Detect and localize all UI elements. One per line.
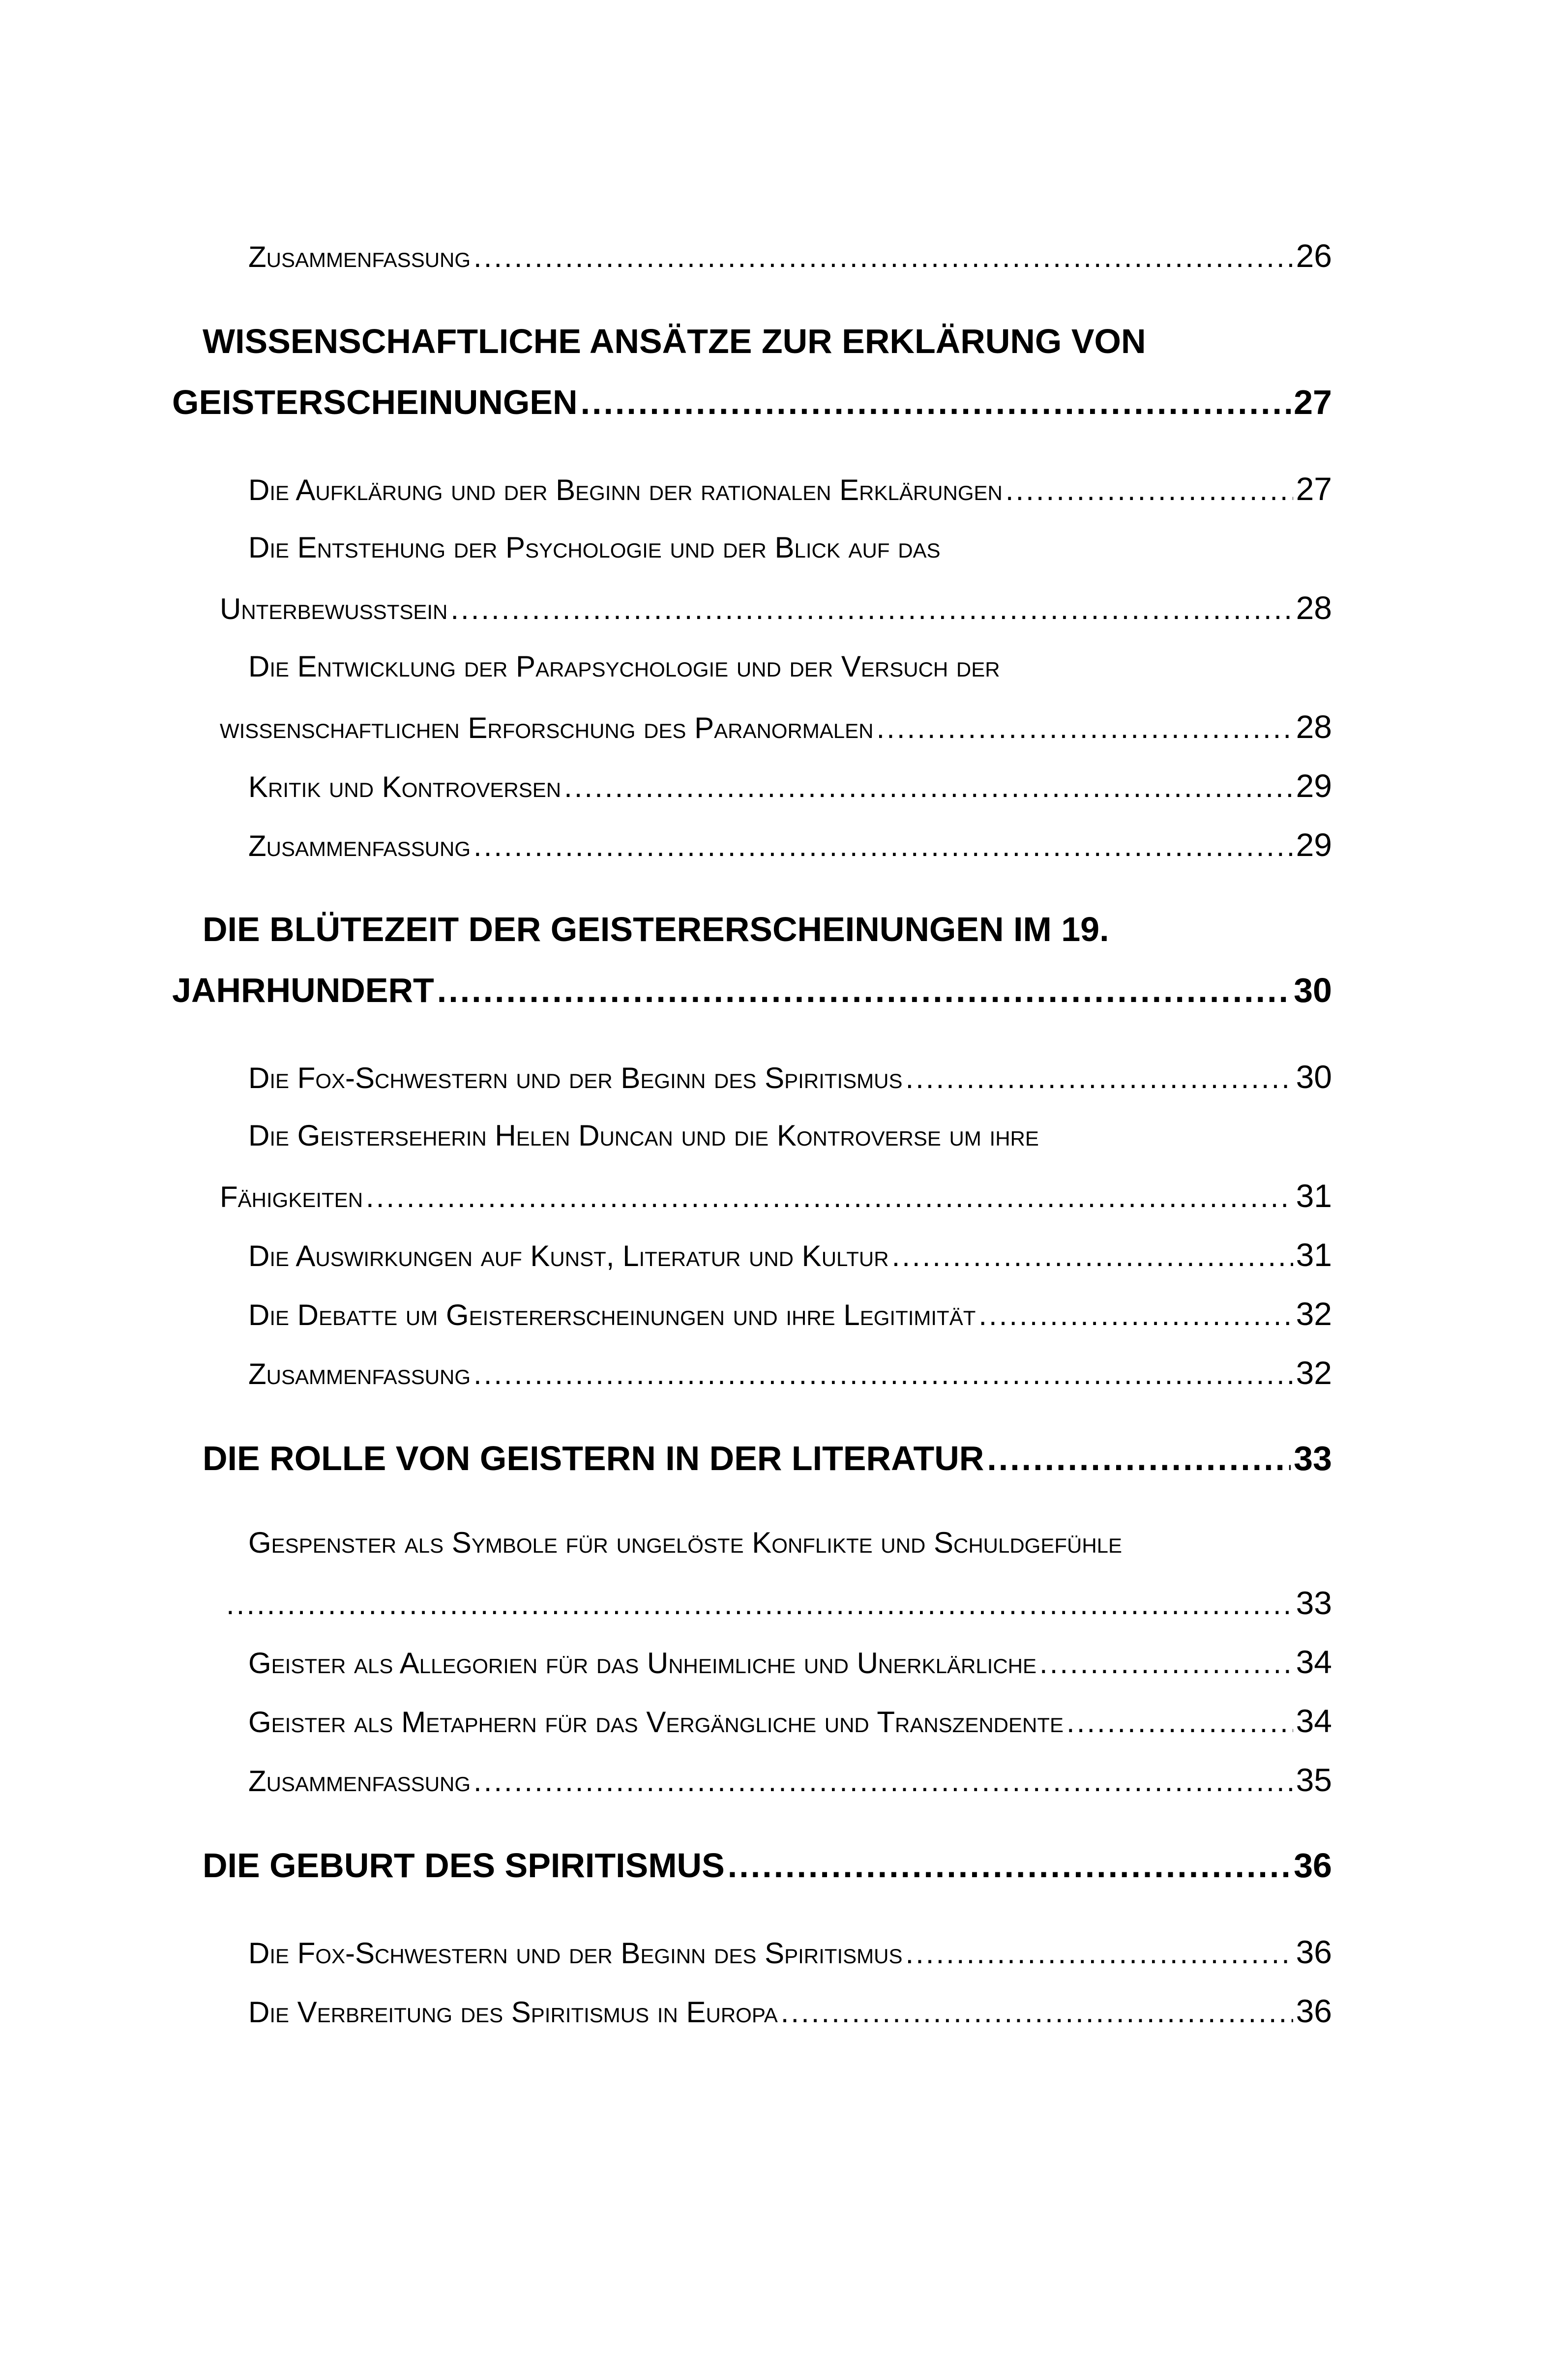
toc-leader — [226, 1581, 1293, 1628]
toc-entry-title: wissenschaftlichen Erforschung des Paranormalen — [220, 711, 874, 744]
toc-leader — [437, 967, 1291, 1014]
toc-leader — [905, 1930, 1293, 1977]
toc-page-number: 33 — [1296, 1585, 1332, 1621]
toc-entry-title: Zusammenfassung — [248, 240, 471, 273]
toc-page-number: 36 — [1296, 1934, 1332, 1970]
toc-entry[interactable] — [248, 232, 1332, 279]
toc-leader — [978, 1292, 1293, 1339]
toc-entry[interactable] — [248, 1349, 1332, 1396]
toc-leader — [781, 1989, 1293, 2036]
toc-page-number: 35 — [1296, 1762, 1332, 1798]
toc-leader — [1006, 467, 1293, 514]
toc-entry[interactable] — [248, 1756, 1332, 1803]
toc-leader — [564, 764, 1293, 811]
toc-entry[interactable] — [248, 1697, 1332, 1744]
toc-leader — [728, 1842, 1291, 1889]
toc-leader — [473, 1758, 1293, 1805]
toc-entry-title: GEISTERSCHEINUNGEN — [172, 383, 578, 421]
toc-entry-title: Fähigkeiten — [220, 1180, 363, 1213]
toc-page-number: 36 — [1296, 1993, 1332, 2029]
toc-entry[interactable] — [248, 821, 1332, 868]
toc-entry[interactable] — [248, 1987, 1332, 2035]
toc-entry-title-line1[interactable]: Die Entstehung der Psychologie und der Blick auf das — [248, 531, 941, 564]
toc-entry-title: Die Debatte um Geistererscheinungen und ihre Legitimität — [248, 1298, 976, 1331]
toc-entry-title: DIE ROLLE VON GEISTERN IN DER LITERATUR — [203, 1439, 984, 1477]
toc-page-number: 28 — [1296, 590, 1332, 626]
toc-entry[interactable] — [248, 465, 1332, 512]
toc-leader — [450, 586, 1293, 633]
toc-entry[interactable] — [226, 1579, 1332, 1626]
toc-page-number: 28 — [1296, 708, 1332, 745]
toc-chapter-entry[interactable] — [203, 1435, 1332, 1482]
toc-entry[interactable] — [248, 1231, 1332, 1278]
toc-entry-title: Zusammenfassung — [248, 829, 471, 862]
toc-entry-title: Die Auswirkungen auf Kunst, Literatur und Kultur — [248, 1239, 889, 1272]
toc-entry-title: JAHRHUNDERT — [172, 971, 434, 1009]
toc-entry[interactable] — [248, 1290, 1332, 1337]
toc-chapter-entry[interactable] — [172, 967, 1332, 1014]
toc-page-number: 32 — [1296, 1355, 1332, 1391]
toc-entry-title-line1[interactable]: Die Entwicklung der Parapsychologie und der Versuch der — [248, 650, 1000, 683]
toc-leader — [905, 1055, 1293, 1102]
toc-entry-title: Zusammenfassung — [248, 1357, 471, 1390]
toc-page-number: 32 — [1296, 1296, 1332, 1332]
toc-leader — [877, 705, 1293, 752]
toc-entry[interactable] — [248, 762, 1332, 809]
toc-page-number: 34 — [1296, 1703, 1332, 1739]
toc-entry-title: Die Verbreitung des Spiritismus in Europa — [248, 1996, 778, 2029]
toc-entry-title: Geister als Metaphern für das Vergängliche und Transzendente — [248, 1706, 1064, 1739]
toc-entry-title: Zusammenfassung — [248, 1765, 471, 1798]
toc-page-number: 33 — [1294, 1439, 1332, 1477]
toc-page-number: 26 — [1296, 237, 1332, 274]
toc-leader — [473, 1351, 1293, 1398]
toc-leader — [1039, 1640, 1293, 1687]
toc-entry[interactable] — [248, 1928, 1332, 1976]
toc-entry-title: Kritik und Kontroversen — [248, 770, 562, 803]
toc-entry-title-line1[interactable]: Gespenster als Symbole für ungelöste Konflikte und Schuldgefühle — [248, 1526, 1123, 1559]
toc-chapter-title-line1[interactable]: DIE BLÜTEZEIT DER GEISTERERSCHEINUNGEN IM 19. — [203, 910, 1109, 948]
toc-leader — [987, 1435, 1291, 1482]
toc-entry-title: Die Fox-Schwestern und der Beginn des Spiritismus — [248, 1062, 903, 1094]
toc-page-number: 31 — [1296, 1237, 1332, 1273]
toc-leader — [473, 823, 1293, 870]
toc-entry-title: Unterbewusstsein — [220, 592, 448, 625]
toc-entry[interactable] — [220, 584, 1332, 631]
toc-page-number: 30 — [1294, 971, 1332, 1009]
toc-page-number: 30 — [1296, 1059, 1332, 1095]
toc-entry-title: Die Fox-Schwestern und der Beginn des Spiritismus — [248, 1937, 903, 1970]
toc-page-number: 34 — [1296, 1644, 1332, 1680]
toc-entry[interactable] — [248, 1053, 1332, 1100]
toc-page-number: 36 — [1294, 1846, 1332, 1885]
toc-leader — [473, 234, 1293, 281]
toc-page-number: 27 — [1296, 471, 1332, 507]
toc-entry-title: Die Aufklärung und der Beginn der rationalen Erklärungen — [248, 473, 1003, 506]
toc-page-number: 29 — [1296, 767, 1332, 804]
toc-leader — [581, 379, 1291, 426]
toc-chapter-entry[interactable] — [203, 1842, 1332, 1889]
toc-entry[interactable] — [248, 1638, 1332, 1685]
toc-page-number: 29 — [1296, 826, 1332, 863]
toc-entry[interactable] — [220, 1172, 1332, 1219]
toc-entry-title: DIE GEBURT DES SPIRITISMUS — [203, 1846, 725, 1885]
toc-page-number: 27 — [1294, 383, 1332, 421]
toc-entry-title: Geister als Allegorien für das Unheimliche und Unerklärliche — [248, 1647, 1037, 1680]
toc-leader — [892, 1233, 1293, 1280]
toc-page-number: 31 — [1296, 1178, 1332, 1214]
toc-leader — [1066, 1699, 1293, 1746]
toc-leader — [366, 1174, 1293, 1221]
toc-chapter-entry[interactable] — [172, 379, 1332, 426]
toc-entry-title-line1[interactable]: Die Geisterseherin Helen Duncan und die Kontroverse um ihre — [248, 1119, 1039, 1152]
toc-entry[interactable] — [220, 703, 1332, 750]
toc-chapter-title-line1[interactable]: WISSENSCHAFTLICHE ANSÄTZE ZUR ERKLÄRUNG VON — [203, 322, 1146, 360]
